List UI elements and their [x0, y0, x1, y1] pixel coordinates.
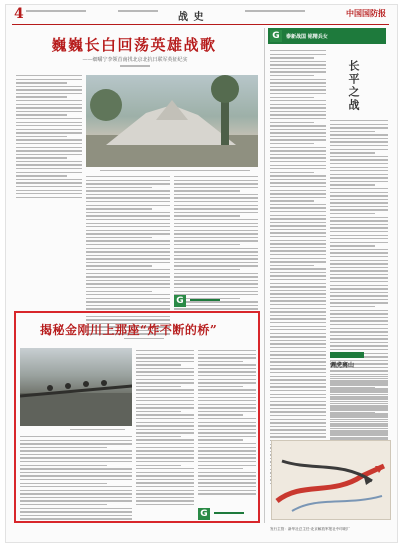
article-byline — [120, 65, 150, 67]
page-footer: 发行主管：新华社总主任·北京解放军报社中印刷厂 — [270, 527, 351, 531]
monument-illustration — [86, 75, 258, 167]
article-text-column — [16, 75, 82, 198]
column-rule — [264, 28, 265, 523]
article-title: 揭秘金刚川上那座“炸不断的桥” — [40, 323, 218, 337]
header-date — [26, 10, 86, 12]
section-logo-label — [214, 512, 244, 514]
sidebar-banner — [268, 28, 386, 44]
article-text-column — [136, 350, 194, 505]
article-text-column — [174, 176, 258, 313]
battle-map — [271, 440, 391, 520]
monument-photo — [86, 75, 258, 167]
section-logo-icon: G — [174, 295, 186, 307]
photo-caption — [70, 429, 125, 430]
page-number: 4 — [14, 6, 24, 22]
article-text-column — [198, 350, 256, 495]
article-text-column — [20, 436, 132, 520]
article-byline — [124, 338, 164, 339]
bridge-illustration — [20, 348, 132, 426]
section-logo-icon: G — [198, 508, 210, 520]
battle-map-illustration — [272, 441, 390, 519]
header-meta — [245, 10, 305, 12]
section-logo-label — [190, 299, 220, 301]
subsection-title: 调虎离山 — [330, 362, 355, 369]
section-title: 战 史 — [178, 12, 205, 23]
masthead-logo: 中国国防报 — [346, 8, 386, 18]
bridge-photo — [20, 348, 132, 426]
sidebar-banner-label: 泰新战国 铭精兵女 — [286, 34, 328, 40]
sidebar-text-column — [270, 50, 326, 484]
photo-caption — [100, 170, 250, 171]
sidebar-subsection-header — [330, 352, 388, 372]
article-subtitle: ——细嚼宁李领首南找北京北抗日联军英征纪实 — [82, 57, 188, 63]
article-title: 巍巍长白回荡英雄战歌 — [51, 36, 217, 54]
subsection-tag — [330, 352, 364, 358]
header-editor — [118, 10, 158, 12]
sidebar-logo-icon: G — [270, 30, 282, 42]
sidebar-vertical-title: 长平之战 — [347, 60, 360, 112]
